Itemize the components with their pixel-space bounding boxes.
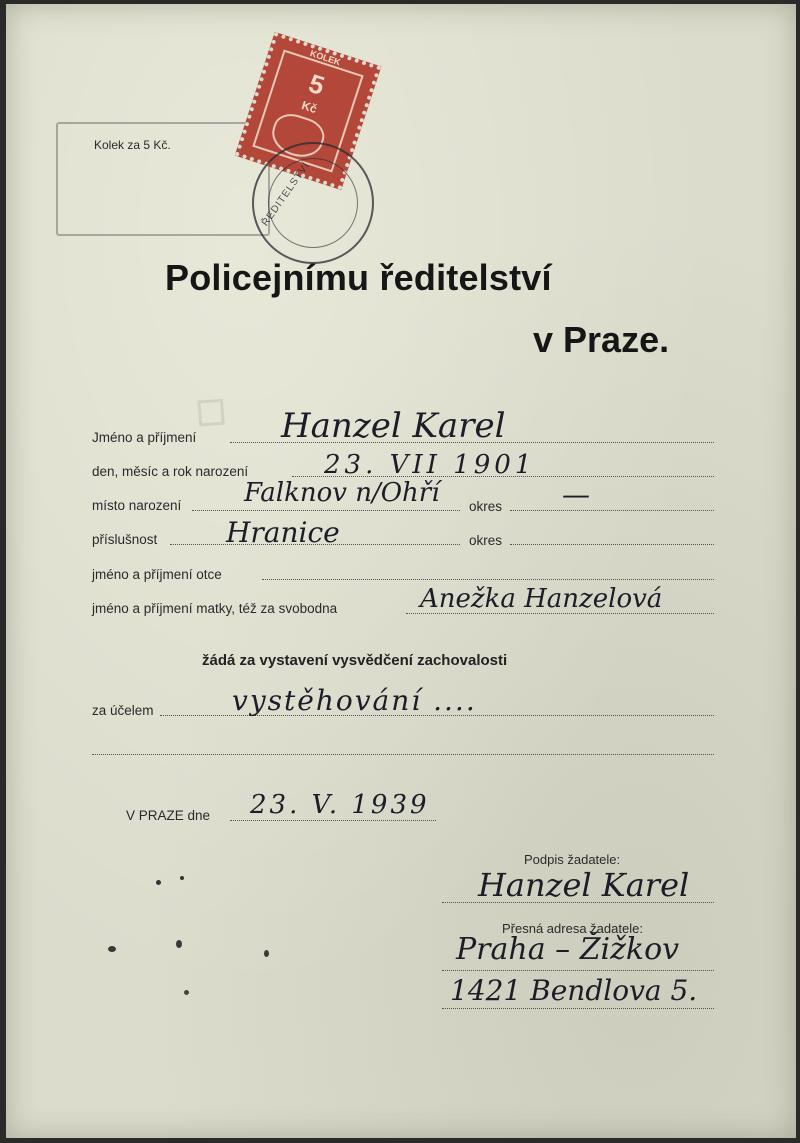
signature-value: Hanzel Karel xyxy=(478,866,690,904)
mother-label: jméno a příjmení matky, též za svobodna xyxy=(92,601,338,616)
address-label: Přesná adresa žadatele: xyxy=(502,921,643,936)
father-label: jméno a příjmení otce xyxy=(92,567,222,582)
mother-value: Anežka Hanzelová xyxy=(420,584,663,614)
title-line-2: v Praze. xyxy=(533,319,670,360)
district-value: — xyxy=(562,478,590,511)
postmark xyxy=(252,142,374,264)
stamp-note: Kolek za 5 Kč. xyxy=(94,138,171,152)
birth-value: 23. VII 1901 xyxy=(324,450,536,480)
district-line xyxy=(510,510,714,511)
father-line xyxy=(262,579,714,580)
birthplace-label: místo narození xyxy=(92,498,182,513)
date-value: 23. V. 1939 xyxy=(250,790,430,820)
date-line xyxy=(230,820,436,821)
ink-speck xyxy=(156,880,161,885)
district2-label: okres xyxy=(469,533,503,548)
name-label: Jméno a příjmení xyxy=(92,430,197,445)
birthplace-value: Falknov n/Ohří xyxy=(244,478,440,508)
revenue-stamp-value: 5 xyxy=(305,67,329,101)
address-value-1: Praha – Žižkov xyxy=(456,932,680,967)
domicile-label: příslušnost xyxy=(92,532,158,547)
revenue-stamp-header: KOLEK xyxy=(308,48,342,68)
address-value-2: 1421 Bendlova 5. xyxy=(450,974,698,1007)
ink-speck xyxy=(264,950,269,957)
ink-speck xyxy=(184,990,189,995)
application-form xyxy=(6,4,796,1138)
ink-speck xyxy=(176,940,182,948)
purpose-line-2 xyxy=(92,754,714,755)
revenue-stamp-currency: Kč xyxy=(299,98,319,117)
purpose-value: vystěhování .... xyxy=(232,684,477,717)
birth-label: den, měsíc a rok narození xyxy=(92,464,249,479)
request-text: žádá za vystavení vysvědčení zachovalosti xyxy=(202,652,508,669)
address-line-1 xyxy=(442,970,714,971)
district2-line xyxy=(510,544,714,545)
faded-stamp-mark: ☐ xyxy=(194,392,228,436)
ink-speck xyxy=(108,946,116,952)
name-value: Hanzel Karel xyxy=(281,406,506,446)
address-line-2 xyxy=(442,1008,714,1009)
postmark-text: ŘEDITELSTVÍ xyxy=(260,160,313,229)
domicile-value: Hranice xyxy=(226,516,340,549)
purpose-label: za účelem xyxy=(92,703,154,718)
title-line-1: Policejnímu ředitelství xyxy=(165,257,552,298)
birthplace-line xyxy=(192,510,460,511)
date-label: V PRAZE dne xyxy=(126,808,211,823)
district-label: okres xyxy=(469,499,503,514)
ink-speck xyxy=(180,876,184,880)
signature-label: Podpis žadatele: xyxy=(524,852,621,867)
